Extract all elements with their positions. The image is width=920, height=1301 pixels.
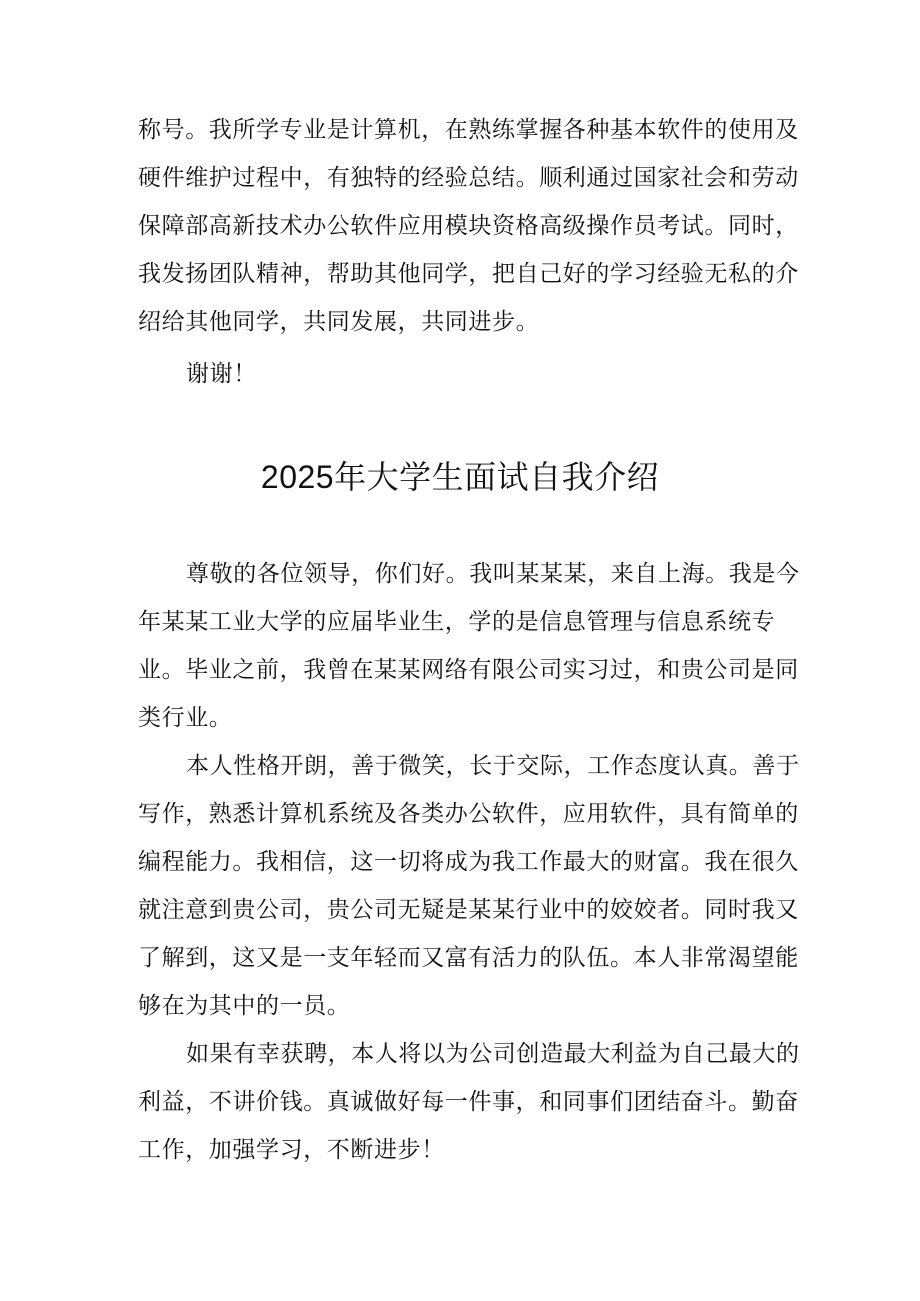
text-line: 称号。我所学专业是计算机，在熟练掌握各种基本软件的使用及 [138, 117, 799, 143]
text-line: 保障部高新技术办公软件应用模块资格高级操作员考试。同时， [138, 213, 799, 239]
thanks-paragraph [138, 350, 788, 398]
paragraph-closing [138, 1030, 800, 1174]
text-line: 我发扬团队精神，帮助其他同学，把自己好的学习经验无私的介 [138, 261, 799, 287]
text-line: 工作，加强学习，不断进步！ [138, 1137, 445, 1163]
paragraph-personality [138, 742, 800, 1030]
text-line: 了解到，这又是一支年轻而又富有活力的队伍。本人非常渴望能 [138, 945, 799, 971]
text-line: 绍给其他同学，共同发展，共同进步。 [138, 309, 540, 335]
paragraph-greeting [138, 550, 800, 742]
text-line: 就注意到贵公司，贵公司无疑是某某行业中的姣姣者。同时我又 [138, 897, 799, 923]
document-title: 2025年大学生面试自我介绍 [260, 459, 660, 495]
text-line: 类行业。 [138, 705, 233, 731]
text-line: 如果有幸获聘，本人将以为公司创造最大利益为自己最大的 [186, 1041, 800, 1067]
text-line: 本人性格开朗，善于微笑，长于交际，工作态度认真。善于 [186, 753, 800, 779]
continuation-paragraph [138, 106, 799, 346]
text-line: 利益，不讲价钱。真诚做好每一件事，和同事们团结奋斗。勤奋 [138, 1089, 799, 1115]
thanks-text: 谢谢！ [186, 361, 257, 387]
text-line: 编程能力。我相信，这一切将成为我工作最大的财富。我在很久 [138, 849, 799, 875]
text-line: 尊敬的各位领导，你们好。我叫某某某，来自上海。我是今 [186, 561, 800, 587]
text-line: 够在为其中的一员。 [138, 993, 351, 1019]
text-line: 年某某工业大学的应届毕业生，学的是信息管理与信息系统专 [138, 609, 776, 635]
text-line: 写作，熟悉计算机系统及各类办公软件，应用软件，具有简单的 [138, 801, 799, 827]
text-line: 硬件维护过程中，有独特的经验总结。顺利通过国家社会和劳动 [138, 165, 799, 191]
text-line: 业。毕业之前，我曾在某某网络有限公司实习过，和贵公司是同 [138, 657, 799, 683]
